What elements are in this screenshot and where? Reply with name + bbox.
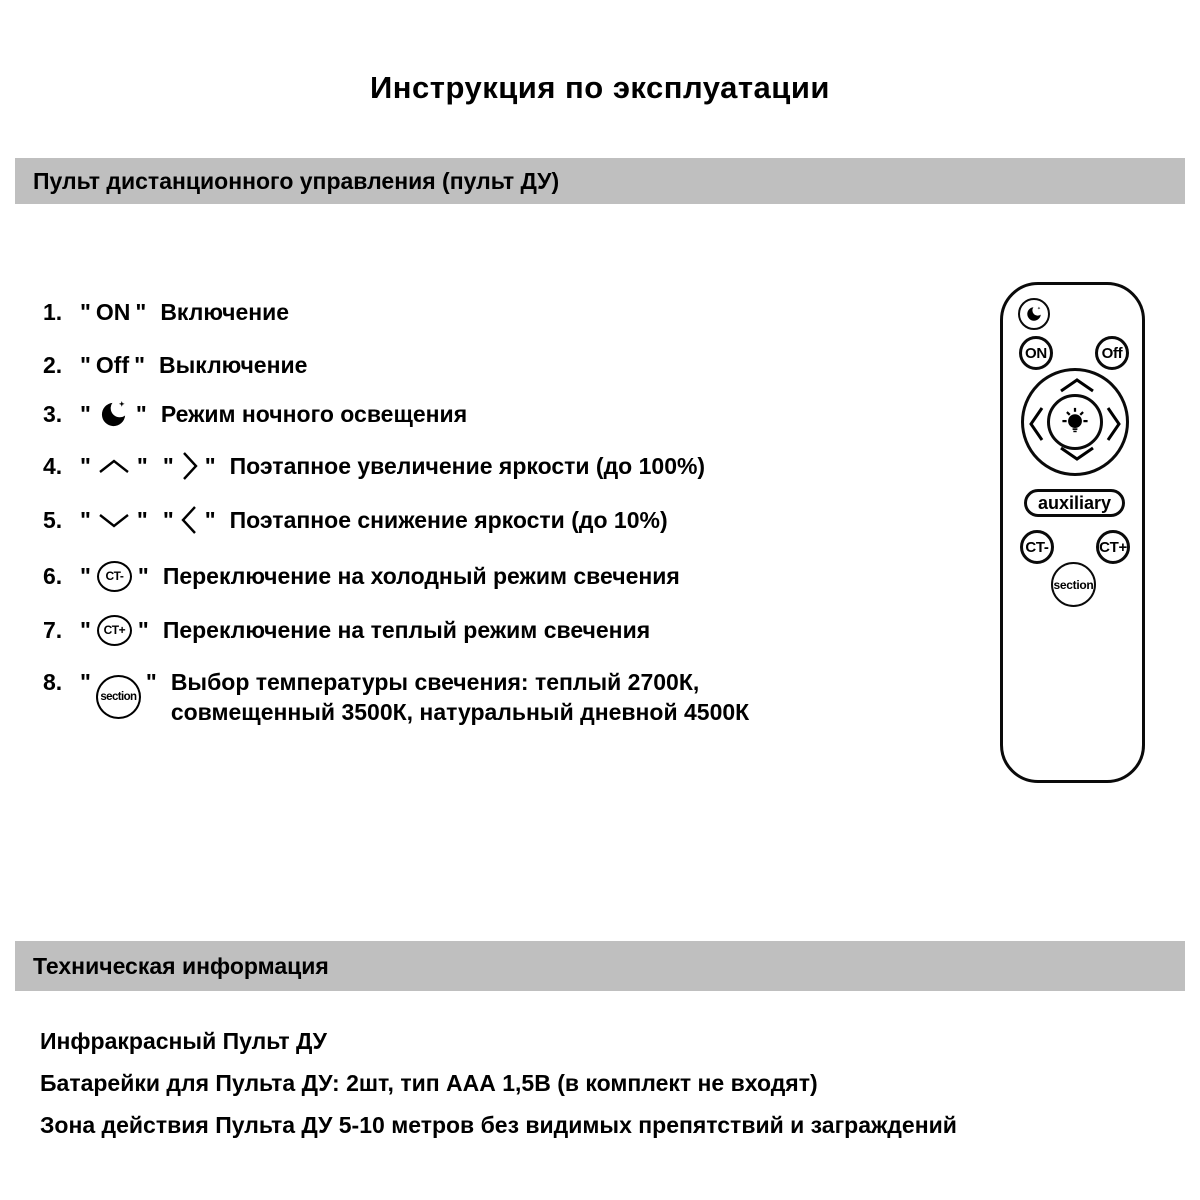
item-number: 3. (43, 400, 63, 427)
ct-plus-button: CT+ (1096, 530, 1130, 564)
item-number: 7. (43, 616, 63, 643)
chevron-up-icon (98, 459, 130, 474)
instruction-item-7: 7. " CT+ " Переключение на теплый режим свечения (43, 612, 650, 648)
brightness-dpad (1021, 368, 1129, 476)
item-text: Режим ночного освещения (160, 400, 468, 427)
item-number: 5. (43, 506, 63, 533)
moon-icon (98, 399, 129, 430)
item-text: Поэтапное снижение яркости (до 10%) (229, 506, 668, 533)
light-bulb-icon (1057, 404, 1093, 440)
instruction-item-8: 8. " section " Выбор температуры свечения: теплый 2700К, совмещенный 3500К, натуральный дневной 4500К (43, 668, 749, 727)
item-text: Поэтапное увеличение яркости (до 100%) (229, 452, 706, 479)
remote-control-illustration (1000, 282, 1145, 783)
instruction-item-3: 3. " " Режим ночного освещения (43, 396, 467, 432)
dpad-center-button (1047, 394, 1103, 450)
item-text: Выбор температуры свечения: теплый 2700К, совмещенный 3500К, натуральный дневной 4500К (170, 669, 750, 725)
instruction-item-5: 5. " " " " Поэтапное снижение яркости (до 10%) (43, 502, 668, 538)
ct-minus-icon: CT- (97, 561, 132, 592)
tech-info-line-3: Зона действия Пульта ДУ 5-10 метров без видимых препятствий и заграждений (40, 1111, 957, 1138)
tech-info-line-1: Инфракрасный Пульт ДУ (40, 1027, 327, 1054)
chevron-right-icon (181, 451, 198, 481)
night-mode-button (1018, 298, 1050, 330)
ct-plus-icon: CT+ (97, 615, 132, 646)
section-heading-tech-label: Техническая информация (33, 952, 329, 979)
instruction-item-4: 4. " " " " Поэтапное увеличение яркости (до 100%) (43, 448, 705, 484)
item-number: 8. (43, 669, 63, 695)
item-number: 1. (43, 298, 63, 325)
section-heading-remote (15, 158, 1185, 204)
section-button: section (1051, 562, 1096, 607)
item-text: Включение (160, 298, 290, 325)
on-label: ON (95, 298, 131, 325)
ct-minus-button: CT- (1020, 530, 1054, 564)
item-text: Выключение (159, 351, 308, 378)
instruction-item-6: 6. " CT- " Переключение на холодный режим свечения (43, 558, 680, 594)
item-number: 6. (43, 562, 63, 589)
off-label: Off (95, 351, 130, 378)
dpad-right-icon (1105, 404, 1121, 449)
section-icon: section (96, 675, 141, 719)
auxiliary-button: auxiliary (1024, 489, 1125, 517)
chevron-left-icon (181, 505, 198, 535)
item-text: Переключение на холодный режим свечения (162, 562, 680, 589)
item-text: Переключение на теплый режим свечения (162, 616, 651, 643)
section-heading-remote-label: Пульт дистанционного управления (пульт ДУ) (33, 167, 560, 194)
dpad-left-icon (1029, 404, 1045, 449)
on-button: ON (1019, 336, 1053, 370)
section-heading-tech (15, 941, 1185, 991)
page-title: Инструкция по эксплуатации (370, 70, 830, 105)
tech-info-line-2: Батарейки для Пульта ДУ: 2шт, тип ААА 1,5В (в комплект не входят) (40, 1069, 818, 1096)
off-button: Off (1095, 336, 1129, 370)
item-number: 2. (43, 351, 63, 378)
chevron-down-icon (98, 513, 130, 528)
instruction-item-2: 2. " Off " Выключение (43, 351, 308, 378)
item-number: 4. (43, 452, 63, 479)
moon-icon (1025, 305, 1043, 323)
instruction-item-1: 1. " ON " Включение (43, 298, 290, 325)
